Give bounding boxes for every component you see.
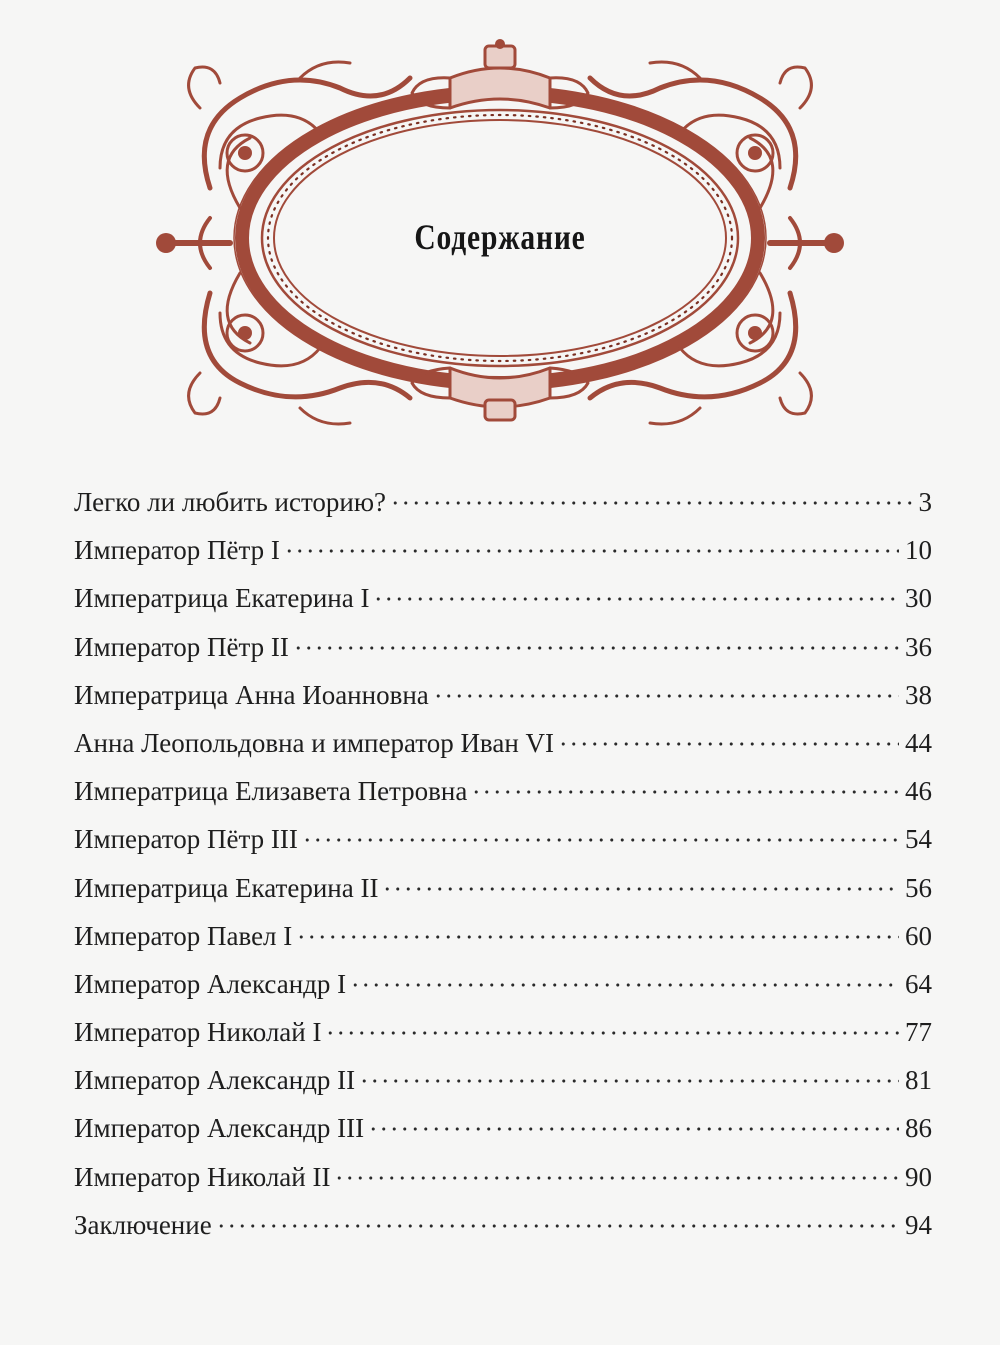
toc-entry-title: Император Павел I: [74, 920, 293, 951]
toc-entry-title: Император Александр III: [74, 1113, 365, 1144]
toc-entry-page-number: 10: [905, 535, 932, 566]
toc-entry: [74, 1104, 932, 1152]
toc-entry-title: Император Николай II: [74, 1161, 331, 1192]
toc-entry-title: Император Николай I: [74, 1017, 322, 1048]
dot-leader: [293, 630, 899, 660]
toc-entry: [74, 671, 932, 719]
toc-entry-page-number: 56: [905, 872, 932, 903]
toc-entry: [74, 623, 932, 671]
toc-entry-page-number: 46: [905, 776, 932, 807]
page-title: Содержание: [414, 217, 586, 257]
dot-leader: [359, 1063, 899, 1093]
toc-entry-title: Император Александр I: [74, 968, 347, 999]
toc-entry-page-number: 86: [905, 1113, 932, 1144]
toc-entry-title: Заключение: [74, 1209, 212, 1240]
toc-entry: [74, 960, 932, 1008]
toc-entry-page-number: 36: [905, 631, 932, 662]
toc-entry-title: Император Пётр I: [74, 535, 280, 566]
toc-entry: [74, 815, 932, 863]
dot-leader: [296, 919, 899, 949]
toc-entry: [74, 864, 932, 912]
toc-entry-title: Императрица Екатерина I: [74, 583, 370, 614]
toc-entry-title: Императрица Елизавета Петровна: [74, 776, 468, 807]
dot-leader: [558, 726, 899, 756]
dot-leader: [334, 1160, 899, 1190]
toc-entry-page-number: 44: [905, 727, 932, 758]
toc-entry: [74, 478, 932, 526]
toc-entry: [74, 1201, 932, 1249]
dot-leader: [471, 774, 899, 804]
table-of-contents: [74, 478, 932, 1249]
toc-entry: [74, 767, 932, 815]
dot-leader: [284, 533, 899, 563]
toc-entry-title: Император Пётр III: [74, 824, 298, 855]
toc-entry: [74, 1056, 932, 1104]
toc-entry-title: Императрица Екатерина II: [74, 872, 379, 903]
toc-entry-page-number: 77: [905, 1017, 932, 1048]
toc-entry: [74, 912, 932, 960]
dot-leader: [302, 822, 899, 852]
toc-entry-title: Легко ли любить историю?: [74, 487, 387, 517]
toc-entry: [74, 1153, 932, 1201]
dot-leader: [216, 1208, 899, 1238]
toc-entry-page-number: 94: [905, 1209, 932, 1240]
toc-entry-title: Император Пётр II: [74, 631, 289, 662]
toc-entry-page-number: 90: [905, 1161, 932, 1192]
toc-entry-page-number: 30: [905, 583, 932, 614]
toc-entry: [74, 526, 932, 574]
dot-leader: [368, 1111, 899, 1141]
toc-entry-title: Император Александр II: [74, 1065, 356, 1096]
toc-entry-page-number: 54: [905, 824, 932, 855]
dot-leader: [373, 581, 899, 611]
toc-entry-page-number: 81: [905, 1065, 932, 1096]
toc-entry-page-number: 3: [918, 487, 932, 517]
toc-entry-title: Императрица Анна Иоанновна: [74, 679, 429, 710]
toc-entry-title: Анна Леопольдовна и император Иван VI: [74, 727, 555, 758]
dot-leader: [390, 485, 912, 515]
toc-entry-page-number: 64: [905, 968, 932, 999]
dot-leader: [433, 678, 899, 708]
ornamental-frame: [150, 38, 850, 438]
toc-entry: [74, 1008, 932, 1056]
dot-leader: [382, 871, 899, 901]
toc-entry: [74, 574, 932, 622]
toc-entry: [74, 719, 932, 767]
toc-entry-page-number: 60: [905, 920, 932, 951]
dot-leader: [325, 1015, 899, 1045]
dot-leader: [350, 967, 899, 997]
toc-entry-page-number: 38: [905, 679, 932, 710]
